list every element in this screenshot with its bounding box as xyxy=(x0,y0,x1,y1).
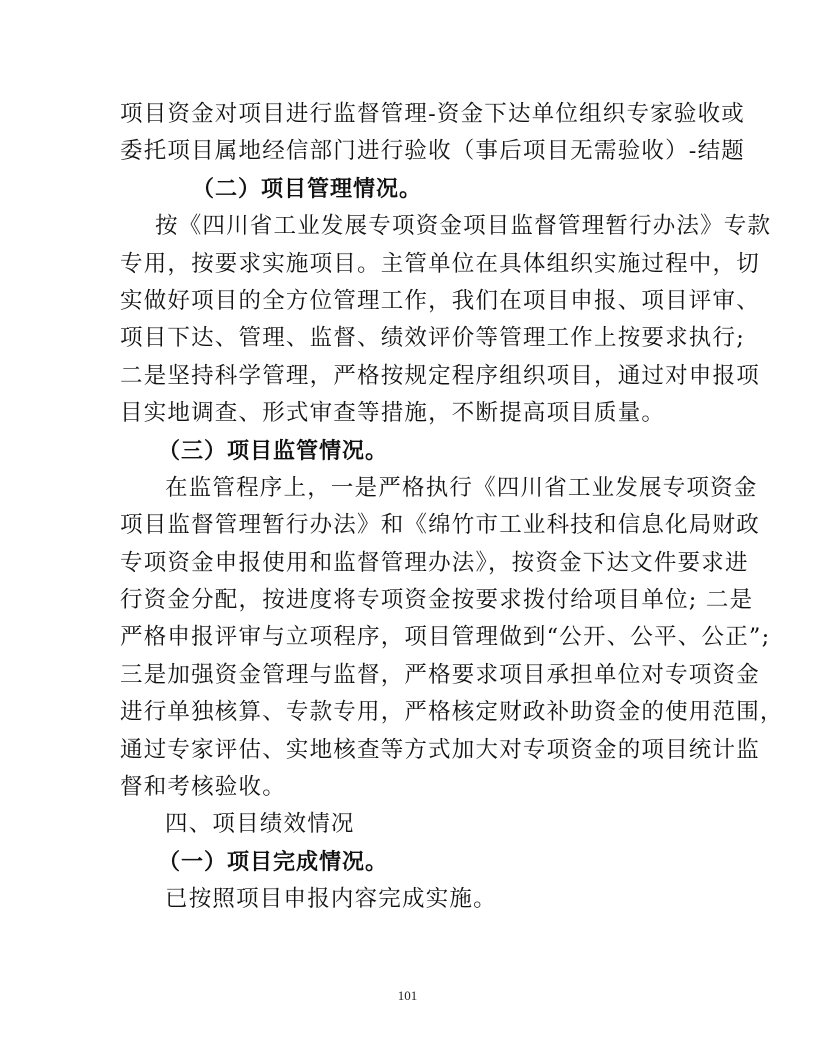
intro-line-2: 委托项目属地经信部门进行验收（事后项目无需验收）-结题 xyxy=(120,138,746,165)
section-3-line-9: 督和考核验收。 xyxy=(120,774,286,801)
section-2-line-2: 专用，按要求实施项目。主管单位在具体组织实施过程中，切 xyxy=(120,250,760,277)
section-2-heading: （二）项目管理情况。 xyxy=(192,176,423,202)
section-3-line-5: 严格申报评审与立项程序，项目管理做到“公开、公平、公正”; xyxy=(120,624,771,651)
section-2-line-4: 项目下达、管理、监督、绩效评价等管理工作上按要求执行; xyxy=(120,325,745,352)
document-body xyxy=(120,96,784,919)
section-3-line-6: 三是加强资金管理与监督，严格要求项目承担单位对专项资金 xyxy=(120,661,760,688)
section-3-line-7: 进行单独核算、专款专用，严格核定财政补助资金的使用范围， xyxy=(120,699,784,726)
section-2-line-3: 实做好项目的全方位管理工作，我们在项目申报、项目评审、 xyxy=(120,287,760,314)
intro-line-1: 项目资金对项目进行监督管理-资金下达单位组织专家验收或 xyxy=(120,101,746,127)
section-3-line-8: 通过专家评估、实地核查等方式加大对专项资金的项目统计监 xyxy=(120,736,760,763)
section-3-line-1: 在监管程序上，一是严格执行《四川省工业发展专项资金 xyxy=(165,474,758,501)
section-4-line-1: 已按照项目申报内容完成实施。 xyxy=(165,886,497,913)
section-3-line-3: 专项资金申报使用和监督管理办法》，按资金下达文件要求进 xyxy=(120,549,749,576)
section-3-heading: （三）项目监管情况。 xyxy=(158,438,389,464)
section-4-sub-heading: （一）项目完成情况。 xyxy=(158,849,389,875)
section-3-line-4: 行资金分配，按进度将专项资金按要求拨付给项目单位; 二是 xyxy=(120,587,754,614)
page-number: 101 xyxy=(397,988,418,1003)
section-2-line-6: 目实地调查、形式审查等措施，不断提高项目质量。 xyxy=(120,400,666,427)
section-2-line-5: 二是坚持科学管理，严格按规定程序组织项目，通过对申报项 xyxy=(120,362,760,389)
section-3-line-2: 项目监督管理暂行办法》和《绵竹市工业科技和信息化局财政 xyxy=(120,512,760,539)
section-4-title: 四、项目绩效情况 xyxy=(165,811,355,838)
section-2-line-1: 按《四川省工业发展专项资金项目监督管理暂行办法》专款 xyxy=(155,213,772,240)
